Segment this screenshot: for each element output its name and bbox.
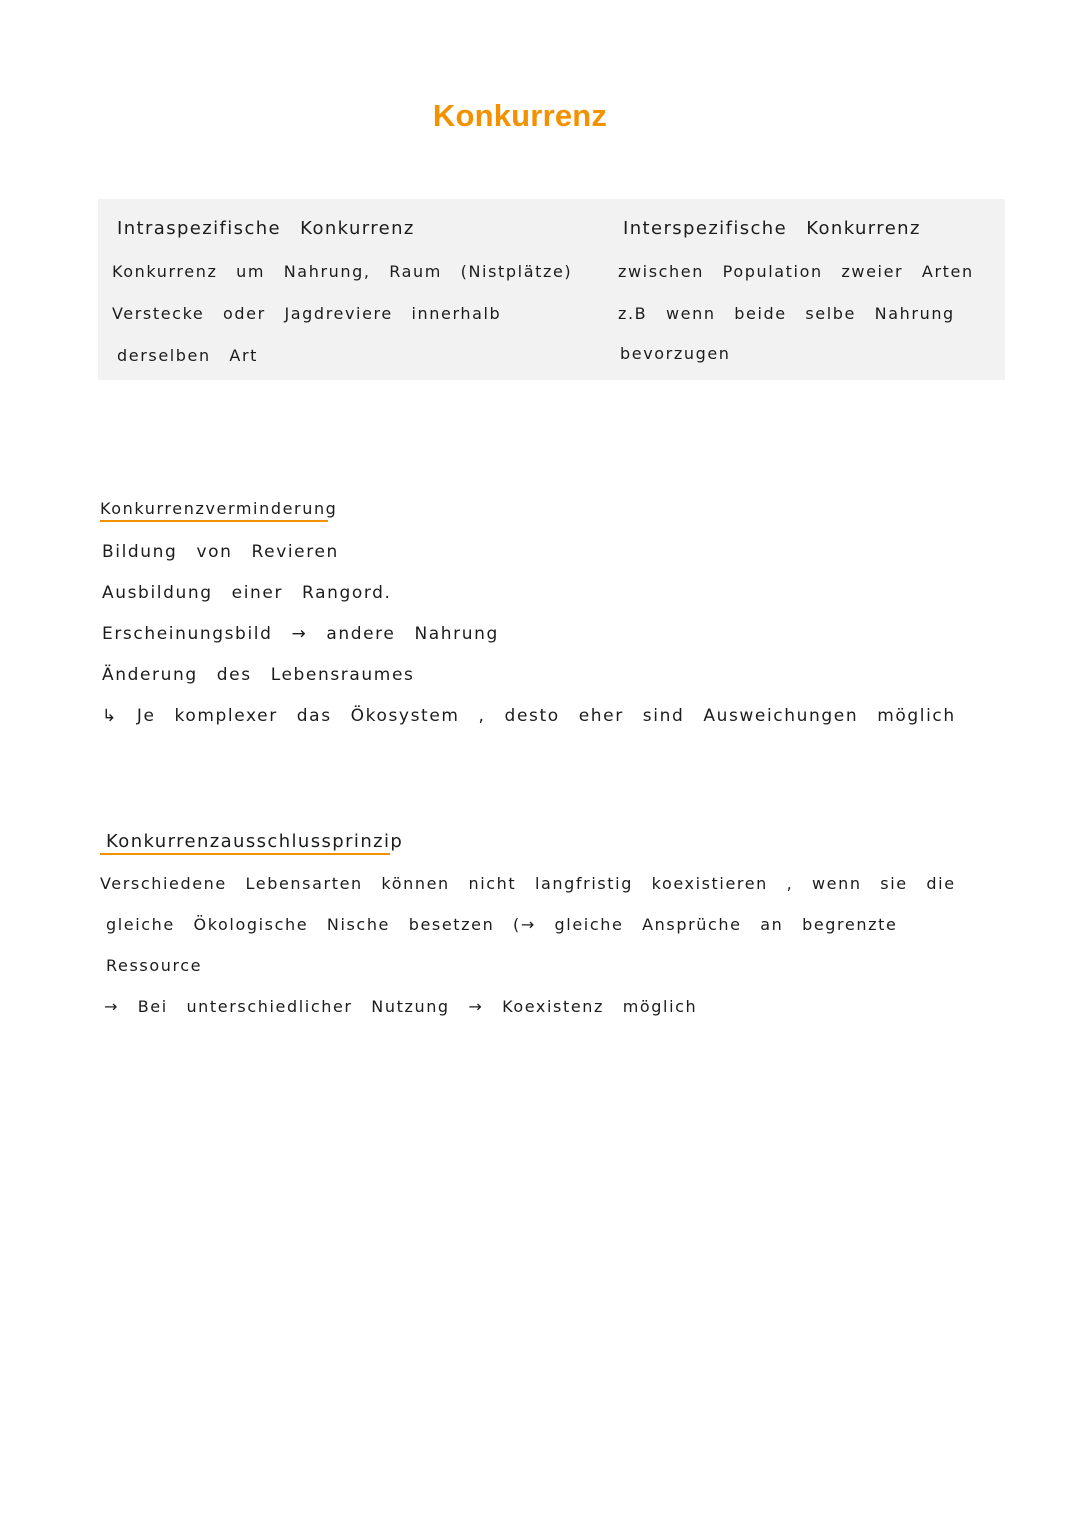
interspecific-line: bevorzugen — [620, 344, 731, 363]
intraspecific-line: Verstecke oder Jagdreviere innerhalb — [112, 304, 502, 323]
list-item: ↳ Je komplexer das Ökosystem , desto eher sind Ausweichungen möglich — [102, 706, 956, 726]
heading-underline — [100, 853, 390, 855]
list-item: Änderung des Lebensraumes — [102, 665, 415, 685]
list-item: Bildung von Revieren — [102, 542, 339, 562]
interspecific-heading: Interspezifische Konkurrenz — [623, 218, 921, 239]
section-heading-konkurrenzausschlussprinzip: Konkurrenzausschlussprinzip — [106, 831, 404, 852]
paragraph-line: → Bei unterschiedlicher Nutzung → Koexistenz möglich — [104, 997, 698, 1016]
paragraph-line: Verschiedene Lebensarten können nicht langfristig koexistieren , wenn sie die — [100, 874, 956, 893]
interspecific-line: z.B wenn beide selbe Nahrung — [618, 304, 955, 323]
intraspecific-heading: Intraspezifische Konkurrenz — [117, 218, 415, 239]
intraspecific-line: Konkurrenz um Nahrung, Raum (Nistplätze) — [112, 262, 573, 281]
heading-underline — [100, 520, 328, 522]
section-heading-konkurrenzverminderung: Konkurrenzverminderung — [100, 499, 338, 518]
paragraph-line: gleiche Ökologische Nische besetzen (→ gleiche Ansprüche an begrenzte — [106, 915, 898, 934]
paragraph-line: Ressource — [106, 956, 203, 975]
intraspecific-line: derselben Art — [117, 346, 259, 365]
list-item: Ausbildung einer Rangord. — [102, 583, 392, 603]
list-item: Erscheinungsbild → andere Nahrung — [102, 624, 499, 644]
page-title: Konkurrenz — [432, 98, 608, 133]
interspecific-line: zwischen Population zweier Arten — [618, 262, 974, 281]
